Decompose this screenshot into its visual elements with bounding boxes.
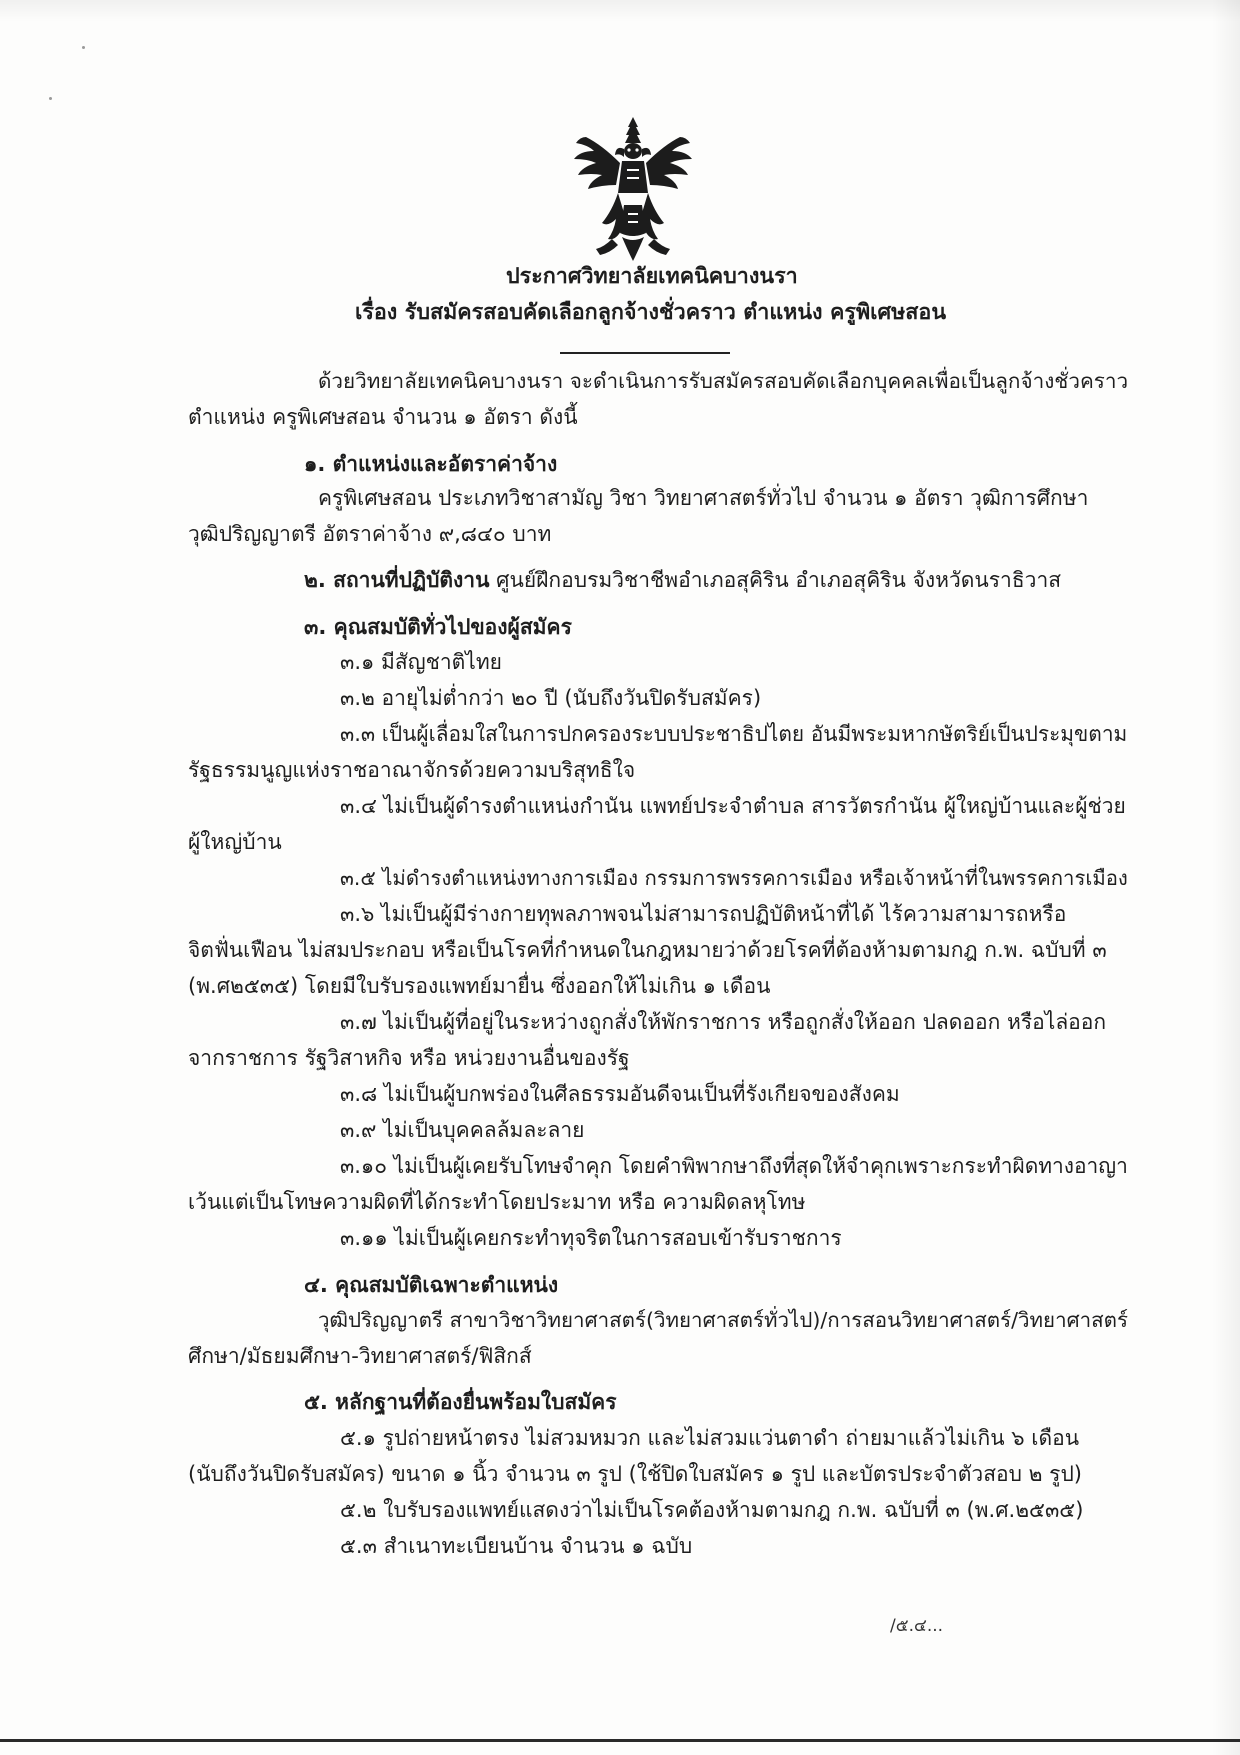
section-text: ศูนย์ฝึกอบรมวิชาชีพอำเภอสุคิริน อำเภอสุคิริน จังหวัดนราธิวาส bbox=[496, 568, 1062, 592]
list-item: ๓.๗ ไม่เป็นผู้ที่อยู่ในระหว่างถูกสั่งให้พักราชการ หรือถูกสั่งให้ออก ปลดออก หรือไล่ออก bbox=[340, 1010, 1107, 1034]
list-item-continued: รัฐธรรมนูญแห่งราชอาณาจักรด้วยความบริสุทธิใจ bbox=[188, 758, 636, 782]
section-heading: ๓. คุณสมบัติทั่วไปของผู้สมัคร bbox=[304, 615, 572, 639]
announcement-subject: เรื่อง รับสมัครสอบคัดเลือกลูกจ้างชั่วคราว ตำแหน่ง ครูพิเศษสอน bbox=[355, 300, 947, 325]
list-item: ๓.๘ ไม่เป็นผู้บกพร่องในศีลธรรมอันดีจนเป็นที่รังเกียจของสังคม bbox=[340, 1082, 900, 1106]
garuda-emblem-icon bbox=[572, 115, 694, 263]
list-item-continued: เว้นแต่เป็นโทษความผิดที่ได้กระทำโดยประมาท หรือ ความผิดลหุโทษ bbox=[188, 1190, 806, 1214]
section-row bbox=[304, 570, 1061, 591]
section-heading: ๔. คุณสมบัติเฉพาะตำแหน่ง bbox=[304, 1273, 559, 1297]
list-item: ๓.๑๑ ไม่เป็นผู้เคยกระทำทุจริตในการสอบเข้ารับราชการ bbox=[340, 1226, 842, 1250]
page-continuation: /๕.๔... bbox=[890, 1616, 944, 1636]
scan-bottom-border bbox=[0, 1739, 1240, 1742]
section-heading: ๕. หลักฐานที่ต้องยื่นพร้อมใบสมัคร bbox=[304, 1390, 617, 1414]
list-item: ๓.๙ ไม่เป็นบุคคลล้มละลาย bbox=[340, 1118, 585, 1142]
list-item: ๕.๑ รูปถ่ายหน้าตรง ไม่สวมหมวก และไม่สวมแว่นตาดำ ถ่ายมาแล้วไม่เกิน ๖ เดือน bbox=[340, 1426, 1080, 1450]
title-divider bbox=[560, 352, 730, 354]
intro-line: ตำแหน่ง ครูพิเศษสอน จำนวน ๑ อัตรา ดังนี้ bbox=[188, 405, 578, 429]
list-item-continued: (พ.ศ๒๕๓๕) โดยมีใบรับรองแพทย์มายื่น ซึ่งออกให้ไม่เกิน ๑ เดือน bbox=[188, 974, 771, 998]
intro-line: ด้วยวิทยาลัยเทคนิคบางนรา จะดำเนินการรับสมัครสอบคัดเลือกบุคคลเพื่อเป็นลูกจ้างชั่วคราว bbox=[318, 369, 1129, 393]
section-text: วุฒิปริญญาตรี สาขาวิชาวิทยาศาสตร์(วิทยาศาสตร์ทั่วไป)/การสอนวิทยาศาสตร์/วิทยาศาสตร์ bbox=[318, 1308, 1128, 1332]
list-item-continued: จิตฟั่นเฟือน ไม่สมประกอบ หรือเป็นโรคที่กำหนดในกฎหมายว่าด้วยโรคที่ต้องห้ามตามกฎ ก.พ. ฉบับที่ ๓ bbox=[188, 938, 1107, 962]
list-item: ๓.๑๐ ไม่เป็นผู้เคยรับโทษจำคุก โดยคำพิพากษาถึงที่สุดให้จำคุกเพราะกระทำผิดทางอาญา bbox=[340, 1154, 1128, 1178]
section-heading: ๒. สถานที่ปฏิบัติงาน bbox=[304, 568, 490, 592]
announcement-title: ประกาศวิทยาลัยเทคนิคบางนรา bbox=[506, 264, 798, 289]
scan-speck bbox=[49, 97, 52, 100]
list-item-continued: ผู้ใหญ่บ้าน bbox=[188, 830, 282, 854]
list-item: ๓.๑ มีสัญชาติไทย bbox=[340, 650, 502, 674]
list-item: ๓.๒ อายุไม่ต่ำกว่า ๒๐ ปี (นับถึงวันปิดรับสมัคร) bbox=[340, 686, 762, 710]
scan-shadow-top bbox=[0, 0, 1240, 22]
section-text: ครูพิเศษสอน ประเภทวิชาสามัญ วิชา วิทยาศาสตร์ทั่วไป จำนวน ๑ อัตรา วุฒิการศึกษา bbox=[318, 486, 1089, 510]
list-item-continued: จากราชการ รัฐวิสาหกิจ หรือ หน่วยงานอื่นของรัฐ bbox=[188, 1046, 630, 1070]
list-item-continued: (นับถึงวันปิดรับสมัคร) ขนาด ๑ นิ้ว จำนวน ๓ รูป (ใช้ปิดใบสมัคร ๑ รูป และบัตรประจำตัวสอบ ๒ รูป) bbox=[188, 1462, 1082, 1486]
list-item: ๓.๓ เป็นผู้เลื่อมใสในการปกครองระบบประชาธิปไตย อันมีพระมหากษัตริย์เป็นประมุขตาม bbox=[340, 722, 1128, 746]
list-item: ๓.๔ ไม่เป็นผู้ดำรงตำแหน่งกำนัน แพทย์ประจำตำบล สารวัตรกำนัน ผู้ใหญ่บ้านและผู้ช่วย bbox=[340, 794, 1126, 818]
list-item: ๓.๖ ไม่เป็นผู้มีร่างกายทุพลภาพจนไม่สามารถปฏิบัติหน้าที่ได้ ไร้ความสามารถหรือ bbox=[340, 902, 1067, 926]
scan-speck bbox=[82, 46, 85, 49]
section-heading: ๑. ตำแหน่งและอัตราค่าจ้าง bbox=[304, 452, 558, 476]
list-item: ๓.๕ ไม่ดำรงตำแหน่งทางการเมือง กรรมการพรรคการเมือง หรือเจ้าหน้าที่ในพรรคการเมือง bbox=[340, 866, 1128, 890]
scan-shadow-right bbox=[1212, 0, 1240, 1755]
list-item: ๕.๒ ใบรับรองแพทย์แสดงว่าไม่เป็นโรคต้องห้ามตามกฎ ก.พ. ฉบับที่ ๓ (พ.ศ.๒๕๓๕) bbox=[340, 1498, 1084, 1522]
list-item: ๕.๓ สำเนาทะเบียนบ้าน จำนวน ๑ ฉบับ bbox=[340, 1534, 693, 1558]
section-text: วุฒิปริญญาตรี อัตราค่าจ้าง ๙,๘๔๐ บาท bbox=[188, 522, 552, 546]
section-text: ศึกษา/มัธยมศึกษา-วิทยาศาสตร์/ฟิสิกส์ bbox=[188, 1344, 532, 1368]
